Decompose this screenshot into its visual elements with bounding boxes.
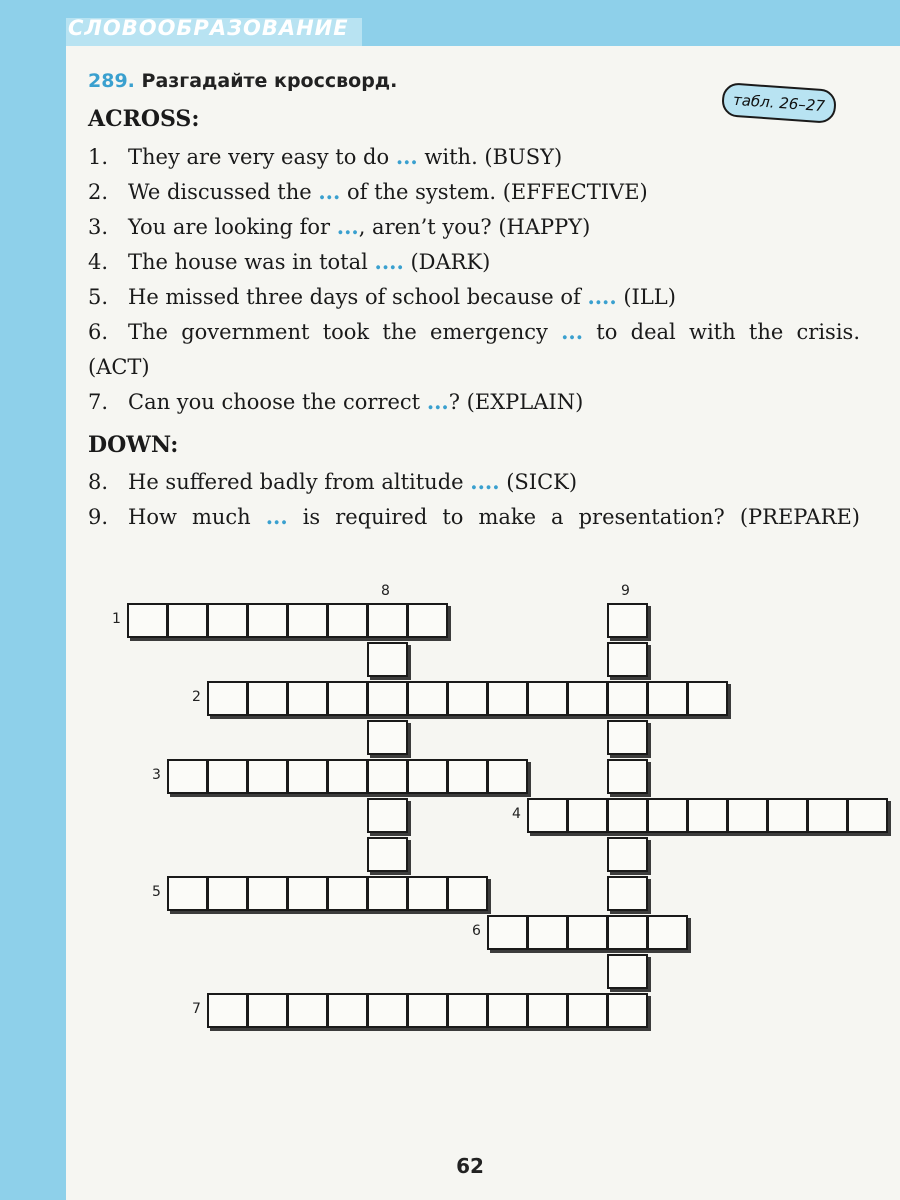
crossword-cell[interactable] [567, 993, 608, 1028]
clue-number: 2. [88, 180, 109, 204]
clue-across-7 [88, 384, 860, 420]
grid-clue-number: 2 [192, 689, 201, 705]
clue-across-1 [88, 139, 860, 175]
crossword-cell[interactable] [407, 603, 448, 638]
crossword-cell[interactable] [567, 798, 608, 833]
blank-dots: ... [336, 214, 359, 239]
clue-text: Can you choose the correct [128, 390, 427, 414]
grid-clue-number: 5 [152, 884, 161, 900]
crossword-cell[interactable] [207, 681, 248, 716]
crossword-cell[interactable] [527, 681, 568, 716]
crossword-cell[interactable] [447, 993, 488, 1028]
clue-text: to deal with the crisis. (ACT) [88, 320, 860, 379]
crossword-cell[interactable] [607, 954, 648, 989]
clue-across-3 [88, 209, 860, 245]
clue-text: We discussed the [128, 180, 319, 204]
crossword-cell[interactable] [847, 798, 888, 833]
grid-clue-number: 3 [152, 767, 161, 783]
crossword-cell[interactable] [407, 993, 448, 1028]
crossword-cell[interactable] [207, 759, 248, 794]
crossword-cell[interactable] [487, 993, 528, 1028]
clue-number: 9. [88, 505, 109, 529]
clue-down-8 [88, 464, 860, 500]
crossword-cell[interactable] [367, 759, 408, 794]
crossword-cell[interactable] [607, 915, 648, 950]
clue-number: 3. [88, 215, 109, 239]
clue-across-2 [88, 174, 860, 210]
crossword-cell[interactable] [367, 681, 408, 716]
crossword-cell[interactable] [647, 681, 688, 716]
clue-across-6 [88, 314, 860, 385]
crossword-cell[interactable] [527, 993, 568, 1028]
clue-text: The government took the emergency [128, 320, 562, 344]
crossword-cell[interactable] [207, 876, 248, 911]
crossword-cell[interactable] [487, 759, 528, 794]
blank-dots: ... [318, 179, 341, 204]
clue-text: How much [128, 505, 266, 529]
crossword-cell[interactable] [327, 993, 368, 1028]
crossword-cell[interactable] [407, 876, 448, 911]
crossword-cell[interactable] [367, 720, 408, 755]
grid-clue-number: 8 [381, 583, 390, 599]
page-number: 62 [456, 1154, 484, 1178]
clue-text: You are looking for [128, 215, 337, 239]
crossword-cell[interactable] [207, 993, 248, 1028]
clue-number: 4. [88, 250, 109, 274]
crossword-cell[interactable] [607, 798, 648, 833]
crossword-cell[interactable] [167, 603, 208, 638]
crossword-cell[interactable] [447, 876, 488, 911]
clue-text: ? (EXPLAIN) [448, 390, 584, 414]
clue-number: 8. [88, 470, 109, 494]
crossword-cell[interactable] [607, 603, 648, 638]
clue-text: (ILL) [616, 285, 676, 309]
crossword-cell[interactable] [287, 759, 328, 794]
clue-text: (SICK) [499, 470, 578, 494]
crossword-cell[interactable] [327, 681, 368, 716]
crossword-cell[interactable] [687, 681, 728, 716]
crossword-cell[interactable] [607, 876, 648, 911]
clue-text: They are very easy to do [128, 145, 396, 169]
crossword-cell[interactable] [247, 876, 288, 911]
crossword-cell[interactable] [287, 681, 328, 716]
blank-dots: .... [587, 284, 617, 309]
crossword-cell[interactable] [607, 642, 648, 677]
crossword-cell[interactable] [167, 876, 208, 911]
clue-down-9 [88, 499, 860, 535]
crossword-cell[interactable] [247, 993, 288, 1028]
blank-dots: ... [426, 389, 449, 414]
grid-clue-number: 7 [192, 1001, 201, 1017]
crossword-cell[interactable] [527, 915, 568, 950]
crossword-cell[interactable] [367, 603, 408, 638]
exercise-instruction: Разгадайте кроссворд. [141, 70, 398, 92]
crossword-cell[interactable] [287, 603, 328, 638]
clue-number: 6. [88, 320, 109, 344]
clue-text: (DARK) [403, 250, 491, 274]
clue-number: 5. [88, 285, 109, 309]
clue-text: is required to make a presentation? (PREPARE) [287, 505, 860, 529]
crossword-cell[interactable] [487, 915, 528, 950]
clue-number: 1. [88, 145, 109, 169]
crossword-cell[interactable] [167, 759, 208, 794]
clue-across-4 [88, 244, 860, 280]
crossword-cell[interactable] [327, 603, 368, 638]
grid-clue-number: 9 [621, 583, 630, 599]
crossword-cell[interactable] [327, 759, 368, 794]
crossword-cell[interactable] [247, 681, 288, 716]
crossword-cell[interactable] [727, 798, 768, 833]
blank-dots: ... [265, 504, 288, 529]
blank-dots: .... [374, 249, 404, 274]
grid-clue-number: 6 [472, 923, 481, 939]
crossword-cell[interactable] [647, 798, 688, 833]
crossword-cell[interactable] [367, 798, 408, 833]
grid-clue-number: 1 [112, 611, 121, 627]
crossword-cell[interactable] [487, 681, 528, 716]
crossword-cell[interactable] [367, 993, 408, 1028]
crossword-cell[interactable] [287, 876, 328, 911]
clue-across-5 [88, 279, 860, 315]
clue-text: with. (BUSY) [417, 145, 563, 169]
clue-number: 7. [88, 390, 109, 414]
section-title: СЛОВООБРАЗОВАНИЕ [68, 16, 349, 40]
crossword-cell[interactable] [567, 681, 608, 716]
exercise-number: 289. [88, 70, 135, 92]
down-heading: DOWN: [88, 432, 179, 458]
crossword-cell[interactable] [607, 993, 648, 1028]
blank-dots: .... [470, 469, 500, 494]
crossword-cell[interactable] [367, 837, 408, 872]
across-heading: ACROSS: [88, 106, 200, 132]
crossword-cell[interactable] [407, 681, 448, 716]
crossword-cell[interactable] [687, 798, 728, 833]
crossword-cell[interactable] [527, 798, 568, 833]
crossword-cell[interactable] [247, 603, 288, 638]
clue-text: , aren’t you? (HAPPY) [358, 215, 591, 239]
crossword-cell[interactable] [607, 720, 648, 755]
crossword-cell[interactable] [647, 915, 688, 950]
crossword-cell[interactable] [367, 642, 408, 677]
crossword-cell[interactable] [447, 759, 488, 794]
crossword-cell[interactable] [127, 603, 168, 638]
crossword-cell[interactable] [367, 876, 408, 911]
clue-text: He missed three days of school because of [128, 285, 588, 309]
exercise-header [88, 70, 397, 92]
crossword-cell[interactable] [447, 681, 488, 716]
crossword-cell[interactable] [567, 915, 608, 950]
clue-text: The house was in total [128, 250, 375, 274]
blank-dots: ... [395, 144, 418, 169]
clue-text: of the system. (EFFECTIVE) [340, 180, 648, 204]
crossword-cell[interactable] [607, 759, 648, 794]
crossword-cell[interactable] [607, 681, 648, 716]
crossword-cell[interactable] [767, 798, 808, 833]
crossword-cell[interactable] [607, 837, 648, 872]
crossword-cell[interactable] [807, 798, 848, 833]
clue-text: He suffered badly from altitude [128, 470, 471, 494]
blank-dots: ... [561, 319, 584, 344]
crossword-cell[interactable] [287, 993, 328, 1028]
crossword-cell[interactable] [407, 759, 448, 794]
crossword-cell[interactable] [327, 876, 368, 911]
grid-clue-number: 4 [512, 806, 521, 822]
crossword-cell[interactable] [207, 603, 248, 638]
table-reference-badge: табл. 26–27 [721, 82, 837, 124]
crossword-cell[interactable] [247, 759, 288, 794]
